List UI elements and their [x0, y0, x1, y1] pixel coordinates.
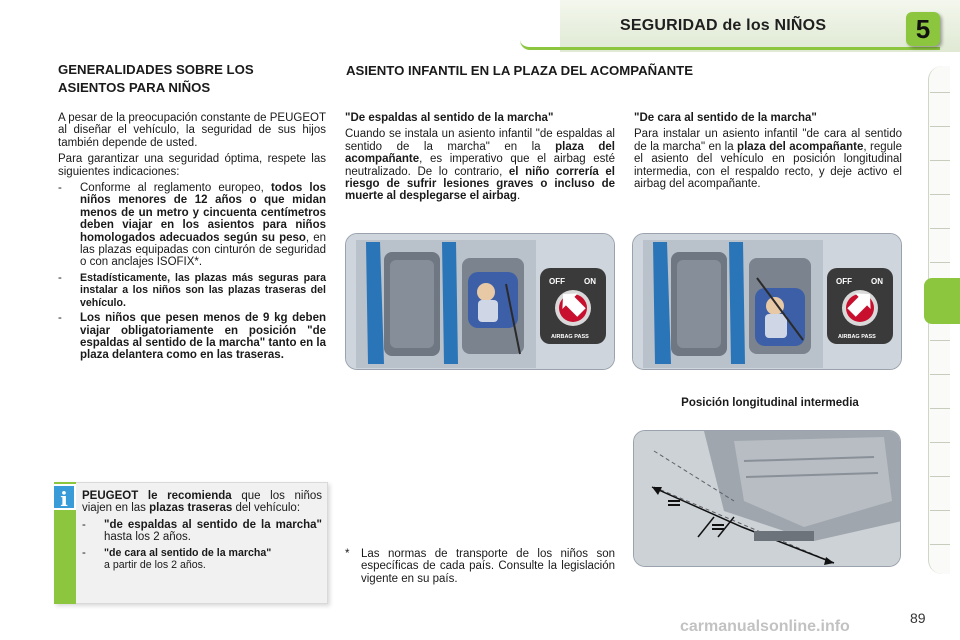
list-item-text — [104, 547, 322, 572]
footnote-star: * — [345, 548, 350, 560]
text-span: . — [516, 190, 521, 203]
switch-on-label: ON — [584, 277, 596, 286]
list-dash: - — [82, 518, 86, 531]
info-icon: i — [52, 484, 76, 510]
tab-divider — [930, 340, 950, 341]
tab-divider — [930, 126, 950, 127]
footnote-item — [345, 548, 615, 585]
airbag-pass-label: AIRBAG PASS — [551, 334, 589, 340]
paragraph: Para garantizar una seguridad óptima, respete las siguientes indicaciones: — [58, 153, 326, 178]
tab-divider — [930, 544, 950, 545]
list-dash: - — [82, 546, 86, 559]
page-title: SEGURIDAD de los NIÑOS — [620, 17, 827, 34]
text-bold: plaza del acompañante — [345, 140, 616, 166]
seat-rail-illustration — [634, 431, 901, 567]
page-number: 89 — [910, 610, 926, 626]
list-item-text — [104, 519, 322, 544]
text-span: hasta los 2 años. — [104, 531, 191, 544]
list-dash: - — [58, 271, 62, 284]
text-bold: todos los niños menores de 12 años o que midan menos de un metro y cincuenta centímetros deben viajar en los asientos para niños homologados adecuados según su peso — [80, 182, 326, 244]
tab-divider — [930, 262, 950, 263]
tab-divider — [930, 476, 950, 477]
rear-facing-seat-image — [345, 233, 615, 370]
seat-position-caption: Posición longitudinal intermedia — [681, 397, 859, 409]
rear-facing-text — [345, 112, 615, 207]
seat-adjustment-image — [633, 430, 901, 567]
list-item-text: Los niños que pesen menos de 9 kg deben viajar obligatoriamente en posición "de espaldas al sentido de la marcha" tanto en la plaza delantera como en las traseras. — [80, 312, 326, 362]
general-text — [58, 112, 326, 365]
text-span: , regule el asiento del vehículo en posición longitudinal intermedia, con el respaldo recto, y deje activo el airbag del acompañante. — [634, 140, 903, 191]
text-span: Cuando se instala un asiento infantil "de espaldas al sentido de la marcha" en la — [345, 128, 615, 153]
paragraph: A pesar de la preocupación constante de PEUGEOT al diseñar el vehículo, la seguridad de sus hijos también depende de usted. — [58, 112, 326, 149]
rear-facing-seat-illustration — [346, 234, 615, 370]
text-bold: plaza del acompañante — [737, 140, 864, 153]
info-lead — [82, 490, 322, 515]
list-item-text: Estadísticamente, las plazas más seguras para instalar a los niños son las plazas traseras del vehículo. — [80, 271, 326, 309]
subheading: "De espaldas al sentido de la marcha" — [345, 112, 554, 124]
tab-divider — [930, 408, 950, 409]
list-item — [82, 547, 322, 572]
forward-facing-seat-illustration — [633, 234, 902, 370]
list-item — [58, 312, 326, 362]
forward-facing-seat-image — [632, 233, 902, 370]
heading-line: ASIENTOS PARA NIÑOS — [58, 80, 211, 95]
switch-off-label: OFF — [549, 277, 565, 286]
text-span: del vehículo: — [232, 502, 301, 515]
paragraph — [345, 128, 615, 202]
subheading: "De cara al sentido de la marcha" — [634, 112, 817, 124]
list-item — [58, 182, 326, 269]
tab-divider — [930, 228, 950, 229]
list-dash: - — [58, 312, 62, 325]
switch-off-label: OFF — [836, 277, 852, 286]
heading-line: GENERALIDADES SOBRE LOS — [58, 62, 254, 77]
list-item — [82, 519, 322, 544]
info-text — [82, 490, 322, 574]
text-bold: "de cara al sentido de la marcha" — [104, 546, 272, 559]
watermark: carmanualsonline.info — [680, 618, 850, 635]
text-span: , es imperativo que el airbag esté neutralizado. De lo contrario, — [345, 153, 615, 178]
paragraph — [634, 128, 902, 190]
text-span: a partir de los 2 años. — [104, 559, 206, 572]
text-bold: "de espaldas al sentido de la marcha" — [104, 518, 322, 531]
chapter-tab-active[interactable] — [924, 278, 960, 324]
tab-divider — [930, 510, 950, 511]
list-item — [58, 272, 326, 309]
section-heading-general — [58, 61, 338, 97]
text-span: Para instalar un asiento infantil "de cara al sentido de la marcha" en la — [634, 128, 902, 153]
text-span: Conforme al reglamento europeo, — [80, 182, 271, 195]
forward-facing-text — [634, 112, 902, 194]
section-heading-passenger-seat: ASIENTO INFANTIL EN LA PLAZA DEL ACOMPAÑANTE — [346, 63, 694, 78]
switch-on-label: ON — [871, 277, 883, 286]
tab-divider — [930, 374, 950, 375]
list-dash: - — [58, 182, 62, 195]
airbag-pass-label: AIRBAG PASS — [838, 334, 876, 340]
tab-divider — [930, 92, 950, 93]
text-bold: el niño correría el riesgo de sufrir lesiones graves o incluso de muerte al desplegarse el airbag — [345, 165, 616, 203]
text-bold: PEUGEOT le recomienda — [82, 490, 232, 502]
footnote — [345, 548, 615, 588]
tab-divider — [930, 160, 950, 161]
text-span: , en las plazas equipadas con cinturón de seguridad o con anclajes ISOFIX*. — [80, 231, 326, 269]
tab-divider — [930, 194, 950, 195]
footnote-text: Las normas de transporte de los niños son específicas de cada país. Consulte la legislación vigente en su país. — [361, 548, 615, 585]
chapter-badge: 5 — [906, 12, 940, 46]
text-bold: plazas traseras — [149, 502, 233, 515]
header-accent-line — [520, 40, 940, 50]
tab-divider — [930, 442, 950, 443]
list-item-text — [80, 182, 326, 269]
text-span: que los niños viajen en las — [82, 490, 322, 515]
